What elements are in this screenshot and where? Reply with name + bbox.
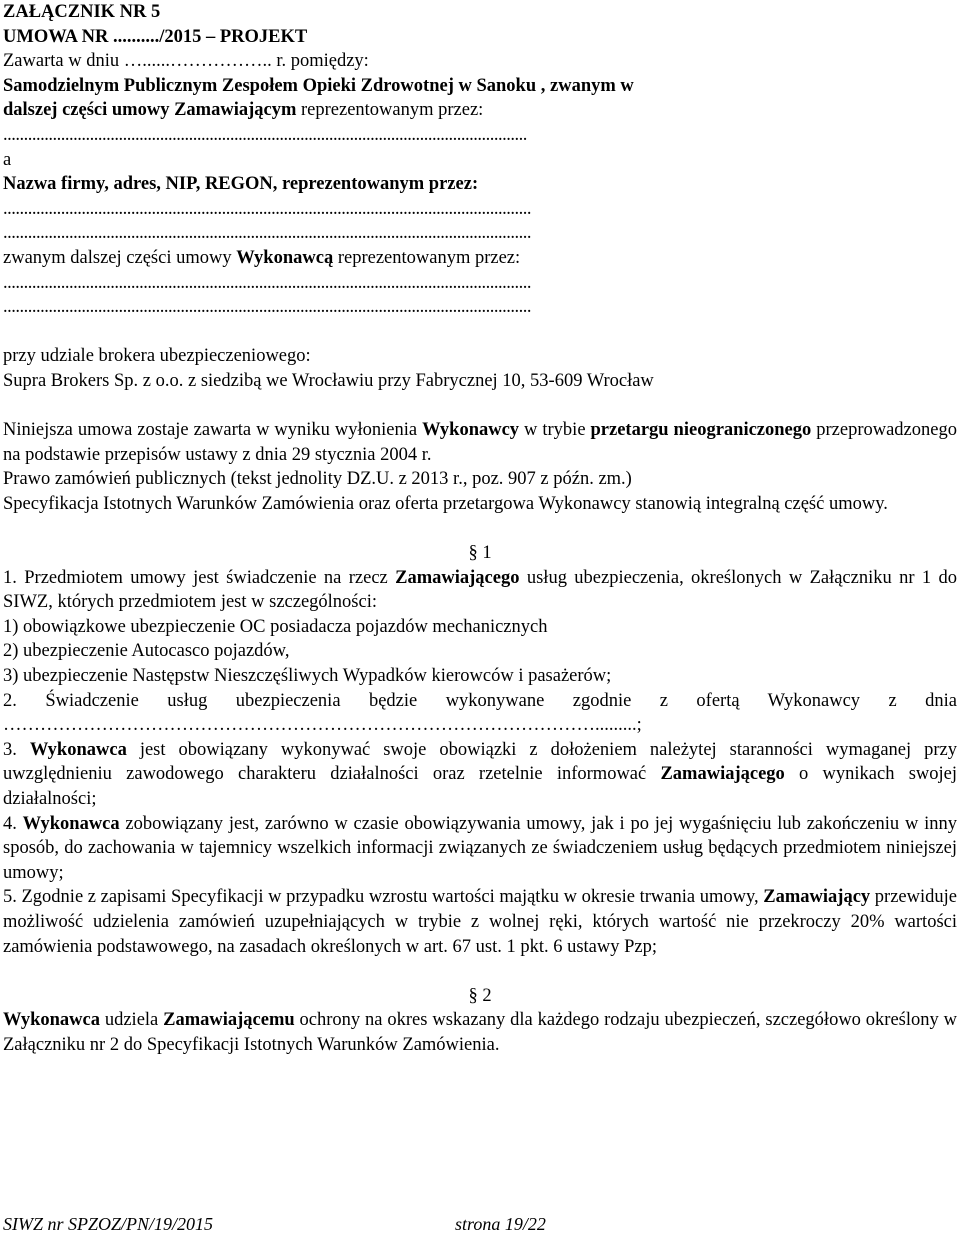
- section-1-item-3: 3. Wykonawca jest obowiązany wykonywać swoje obowiązki z dołożeniem należytej staranności wymaganej przy uwzględnieniu zawodowego charakteru działalności oraz rzetelnie informować Zamawiającego o wynikach swojej działalności;: [3, 739, 957, 809]
- party1-line: Samodzielnym Publicznym Zespołem Opieki Zdrowotnej w Sanoku , zwanym w: [3, 75, 634, 96]
- intro-paragraph: Niniejsza umowa zostaje zawarta w wyniku wyłonienia Wykonawcy w trybie przetargu nieograniczonego przeprowadzonego na podstawie przepisów ustawy z dnia 29 stycznia 2004 r.: [3, 420, 957, 465]
- document-page: [3, 0, 957, 1058]
- contract-date-line: Zawarta w dniu …......…………….. r. pomiędzy:: [3, 51, 369, 72]
- section-2-paragraph: Wykonawca udziela Zamawiającemu ochrony na okres wskazany dla każdego rodzaju ubezpieczeń, szczegółowo określony w Załączniku nr 2 do Specyfikacji Istotnych Warunków Zamówienia.: [3, 1010, 958, 1055]
- siwz-paragraph: Specyfikacja Istotnych Warunków Zamówienia oraz oferta przetargowa Wykonawcy stanowią integralną część umowy.: [3, 493, 888, 514]
- footer-document-id: SIWZ nr SPZOZ/PN/19/2015: [3, 1214, 214, 1234]
- broker-line: przy udziale brokera ubezpieczeniowego:: [3, 346, 311, 367]
- section-1-item-1: 1. Przedmiotem umowy jest świadczenie na rzecz Zamawiającego usług ubezpieczenia, określonych w Załączniku nr 1 do SIWZ, których przedmiotem jest w szczególności:: [3, 567, 957, 613]
- attachment-title: ZAŁĄCZNIK NR 5: [3, 2, 161, 22]
- dotted-line: ................................................................................................................................: [3, 297, 531, 318]
- dotted-line: ................................................................................................................................: [3, 223, 531, 244]
- law-reference: Prawo zamówień publicznych (tekst jednolity DZ.U. z 2013 r., poz. 907 z późn. zm.): [3, 469, 632, 490]
- party2-line: Nazwa firmy, adres, NIP, REGON, reprezentowanym przez:: [3, 174, 479, 195]
- dotted-line: ................................................................................................................................: [3, 272, 531, 293]
- party1-line-2: dalszej części umowy Zamawiającym reprezentowanym przez:: [3, 100, 484, 121]
- contract-number: UMOWA NR ........../2015 – PROJEKT: [3, 26, 308, 47]
- section-1-item-5: 5. Zgodnie z zapisami Specyfikacji w przypadku wzrostu wartości majątku w okresie trwania umowy, Zamawiający przewiduje możliwość udzielenia zamówień uzupełniających w trybie z wolnej ręki, których wartość nie przekroczy 20% wartości zamówienia podstawowego, na zasadach określonych w art. 67 ust. 1 pkt. 6 ustawy Pzp;: [3, 887, 957, 957]
- section-2-heading: § 2: [468, 985, 492, 1006]
- dotted-line: ................................................................................................................................: [3, 198, 531, 219]
- dotted-line: ...............................................................................................................................: [3, 124, 527, 145]
- section-1-item-2: 2. Świadczenie usług ubezpieczenia będzie wykonywane zgodnie z ofertą Wykonawcy z dnia: [3, 690, 957, 711]
- conjunction: a: [3, 149, 12, 170]
- section-1-item-4: 4. Wykonawca zobowiązany jest, zarówno w czasie obowiązywania umowy, jak i po jej wygaśnięciu lub zakończeniu w inny sposób, do zachowania w tajemnicy wszelkich informacji związanych ze świadczeniem usług będących przedmiotem niniejszej umowy;: [3, 813, 957, 883]
- footer-page-number: strona 19/22: [455, 1214, 546, 1234]
- list-item: 2) ubezpieczenie Autocasco pojazdów,: [3, 641, 290, 662]
- section-1-heading: § 1: [468, 543, 492, 564]
- contractor-line: zwanym dalszej części umowy Wykonawcą reprezentowanym przez:: [3, 247, 521, 268]
- list-item: 3) ubezpieczenie Następstw Nieszczęśliwych Wypadków kierowców i pasażerów;: [3, 666, 612, 687]
- broker-name-line: Supra Brokers Sp. z o.o. z siedzibą we Wrocławiu przy Fabrycznej 10, 53-609 Wrocław: [3, 370, 654, 391]
- list-item: 1) obowiązkowe ubezpieczenie OC posiadacza pojazdów mechanicznych: [3, 616, 548, 637]
- date-dotted-line: …………………………………………………………………………………….........;: [3, 715, 642, 736]
